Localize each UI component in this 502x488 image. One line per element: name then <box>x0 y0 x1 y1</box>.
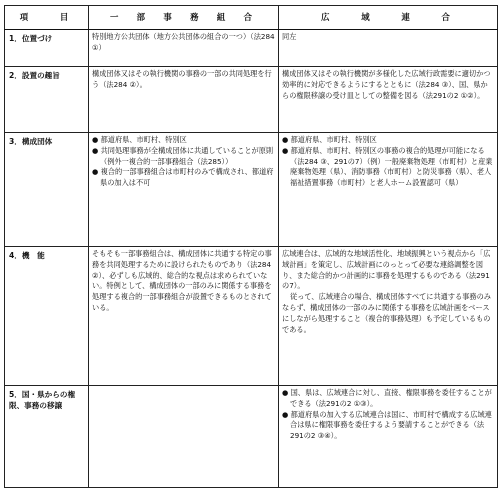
cell-text: 構成団体又はその執行機関の事務の一部の共同処理を行う（法284 ②）。 <box>92 69 272 89</box>
bullet-item: ● 都道府県、市町村、特別区 <box>92 135 275 146</box>
cell-rengo <box>279 386 498 488</box>
bullet-item: ● 国、県は、広域連合に対し、直接、権限事務を委任することができる（法291の2 ①③）。 <box>282 388 494 410</box>
row-purpose <box>5 67 498 133</box>
row-label: 5．国・県からの権限、事務の移譲 <box>5 386 89 488</box>
cell-text: 特別地方公共団体（地方公共団体の組合の一つ）（法284 ①） <box>92 32 275 52</box>
row-members <box>5 133 498 247</box>
cell-kumiai <box>89 247 279 386</box>
cell-rengo <box>279 133 498 247</box>
bullet-item: ● 都道府県の加入する広域連合は国に、市町村で構成する広域連合は県に権限事務を委任するよう要請することができる（法291の2 ③④）。 <box>282 410 494 442</box>
row-position <box>5 30 498 67</box>
cell-text: 同左 <box>282 32 297 41</box>
header-row <box>5 6 498 30</box>
bullet-item: ● 都道府県、市町村、特別区 <box>282 135 494 146</box>
row-label: 4．機 能 <box>5 247 89 386</box>
cell-kumiai <box>89 386 279 488</box>
header-ichibu-jimu-kumiai: 一 部 事 務 組 合 <box>89 6 279 30</box>
cell-rengo <box>279 247 498 386</box>
header-koiki-rengo: 広 域 連 合 <box>279 6 498 30</box>
bullet-item: ● 複合的一部事務組合は市町村のみで構成され、都道府県の加入は不可 <box>92 167 275 189</box>
row-delegation <box>5 386 498 488</box>
cell-kumiai <box>89 30 279 67</box>
row-label: 3．構成団体 <box>5 133 89 247</box>
row-label: 1．位置づけ <box>5 30 89 67</box>
cell-kumiai <box>89 133 279 247</box>
cell-rengo <box>279 30 498 67</box>
row-label: 2．設置の趣旨 <box>5 67 89 133</box>
cell-text: 構成団体又はその執行機関が多様化した広域行政需要に適切かつ効率的に対応できるようにするとともに（法284 ③）、国、県からの権限移譲の受け皿としての整備を図る（法291の2 ①②）。 <box>282 69 491 100</box>
row-function <box>5 247 498 386</box>
cell-text: そもそも一部事務組合は、構成団体に共通する特定の事務を共同処理するために設けられたものであり（法284 ②）、必ずしも広域的、総合的な視点は求められていない。特例として、構成団体の一部のみに関係する事務を処理する複合的一部事務組合が設置できるものとされている。 <box>92 249 272 312</box>
bullet-item: ● 共同処理事務が全構成団体に共通していることが原則（例外一複合的一部事務組合（法285）） <box>92 146 275 168</box>
cell-rengo <box>279 67 498 133</box>
cell-text: 従って、広域連合の場合、構成団体すべてに共通する事務のみならず、構成団体の一部のみに関係する事務を広域計画をベースにしながら処理すること（複合的事務処理）も予定しているものである。 <box>282 292 491 334</box>
bullet-item: ● 都道府県、市町村、特別区の事務の複合的処理が可能になる（法284 ③、291の7）（例）一般廃棄物処理（市町村）と産業廃棄物処理（県）、消防事務（市町村）と防災事務（県）、老人福祉措置事務（市町村）と老人ホーム設置認可（県） <box>282 146 494 189</box>
comparison-table <box>4 5 498 488</box>
header-item: 項 目 <box>5 6 89 30</box>
cell-text: 広域連合は、広域的な地域活性化、地域振興という視点から「広域計画」を策定し、広域計画にのっとって必要な連絡調整を図り、また総合的かつ計画的に事務を処理するものである（法291の7）。 <box>282 249 491 291</box>
cell-kumiai <box>89 67 279 133</box>
